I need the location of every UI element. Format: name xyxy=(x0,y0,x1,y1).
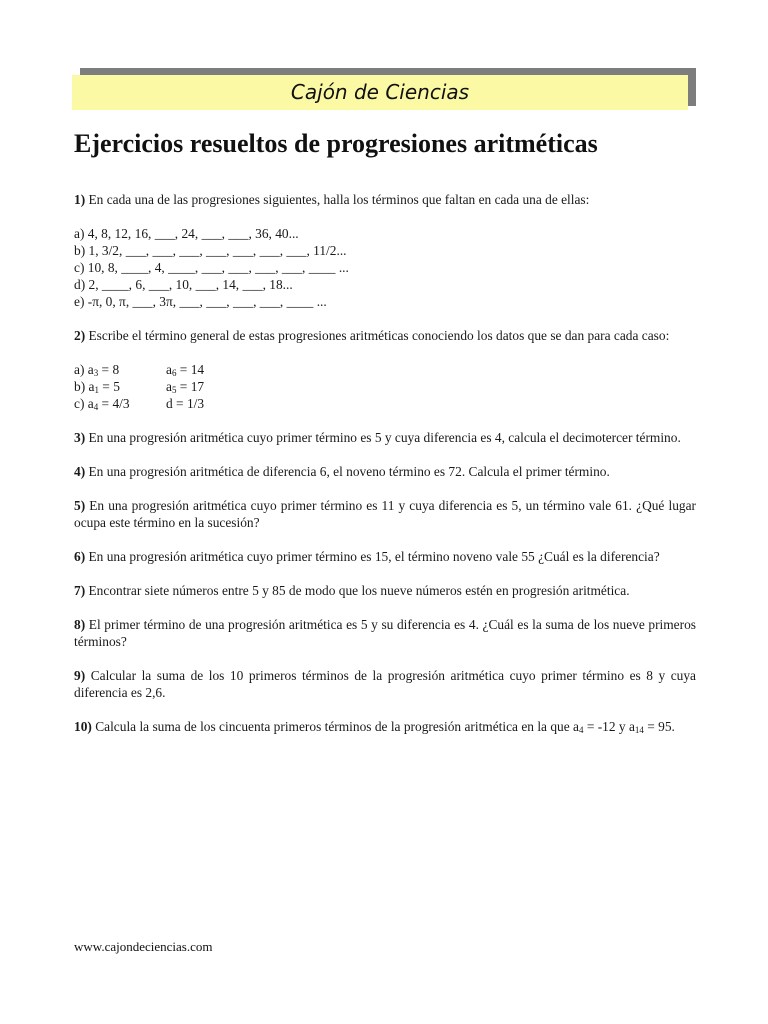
exercise-9 xyxy=(74,667,696,701)
exercise-text: Encontrar siete números entre 5 y 85 de modo que los nueve números estén en progresión aritmética. xyxy=(85,583,630,598)
exercise-6 xyxy=(74,548,696,565)
sequence-a: a) 4, 8, 12, 16, ___, 24, ___, ___, 36, 40... xyxy=(74,226,299,241)
exercise-text: El primer término de una progresión aritmética es 5 y su diferencia es 4. ¿Cuál es la suma de los nueve primeros términos? xyxy=(74,617,696,649)
exercise-5 xyxy=(74,497,696,531)
exercise-text: En una progresión aritmética cuyo primer término es 11 y cuya diferencia es 5, un término vale 61. ¿Qué lugar ocupa este término en la sucesión? xyxy=(74,498,696,530)
exercise-text: Escribe el término general de estas progresiones aritméticas conociendo los datos que se dan para cada caso: xyxy=(85,328,670,343)
exercise-8 xyxy=(74,616,696,650)
sequence-b: b) 1, 3/2, ___, ___, ___, ___, ___, ___, ___, 11/2... xyxy=(74,243,347,258)
exercise-text: Calcular la suma de los 10 primeros términos de la progresión aritmética cuyo primer término es 8 y cuya diferencia es 2,6. xyxy=(74,668,696,700)
exercise-list xyxy=(74,191,696,735)
exercise-2 xyxy=(74,327,696,344)
exercise-7 xyxy=(74,582,696,599)
exercise-number: 10) xyxy=(74,719,92,734)
data-row-b: b) $a_1 = 5$ $a_5 = 17$ xyxy=(74,379,205,395)
exercise-number: 6) xyxy=(74,549,86,564)
exercise-number: 3) xyxy=(74,430,86,445)
exercise-number: 9) xyxy=(74,668,86,683)
exercise-text: En una progresión aritmética de diferencia 6, el noveno término es 72. Calcula el primer término. xyxy=(85,464,610,479)
footer-url: www.cajondeciencias.com xyxy=(74,939,213,954)
exercise-number: 7) xyxy=(74,583,86,598)
exercise-number: 8) xyxy=(74,617,86,632)
data-row-c: c) $a_4 = 4/3$ d = 1/3 xyxy=(74,396,205,412)
exercise-number: 2) xyxy=(74,328,86,343)
exercise-4 xyxy=(74,463,696,480)
exercise-text: En una progresión aritmética cuyo primer término es 15, el término noveno vale 55 ¿Cuál es la diferencia? xyxy=(85,549,660,564)
exercise-3 xyxy=(74,429,696,446)
document-title: Ejercicios resueltos de progresiones aritméticas xyxy=(74,129,598,158)
exercise-text: En cada una de las progresiones siguientes, halla los términos que faltan en cada una de ellas: xyxy=(85,192,590,207)
sequence-c: c) 10, 8, ____, 4, ____, ___, ___, ___, ___, ____ ... xyxy=(74,260,349,275)
exercise-number: 4) xyxy=(74,464,86,479)
exercise-text: En una progresión aritmética cuyo primer término es 5 y cuya diferencia es 4, calcula el decimotercer término. xyxy=(85,430,681,445)
data-row-a: a) $a_3 = 8$ $a_6 = 14$ xyxy=(74,362,205,378)
exercise-10: 10) Calcula la suma de los cincuenta primeros términos de la progresión aritmética en la que $a_4 = -12$ y $a_{14} = 95$. xyxy=(74,719,675,735)
brand-title: Cajón de Ciencias xyxy=(290,80,470,104)
sequence-d: d) 2, ____, 6, ___, 10, ___, 14, ___, 18... xyxy=(74,277,293,292)
sequence-e: e) -π, 0, π, ___, 3π, ___, ___, ___, ___, ____ ... xyxy=(74,294,327,309)
exercise-1 xyxy=(74,191,696,208)
exercise-number: 1) xyxy=(74,192,86,207)
exercise-number: 5) xyxy=(74,498,86,513)
